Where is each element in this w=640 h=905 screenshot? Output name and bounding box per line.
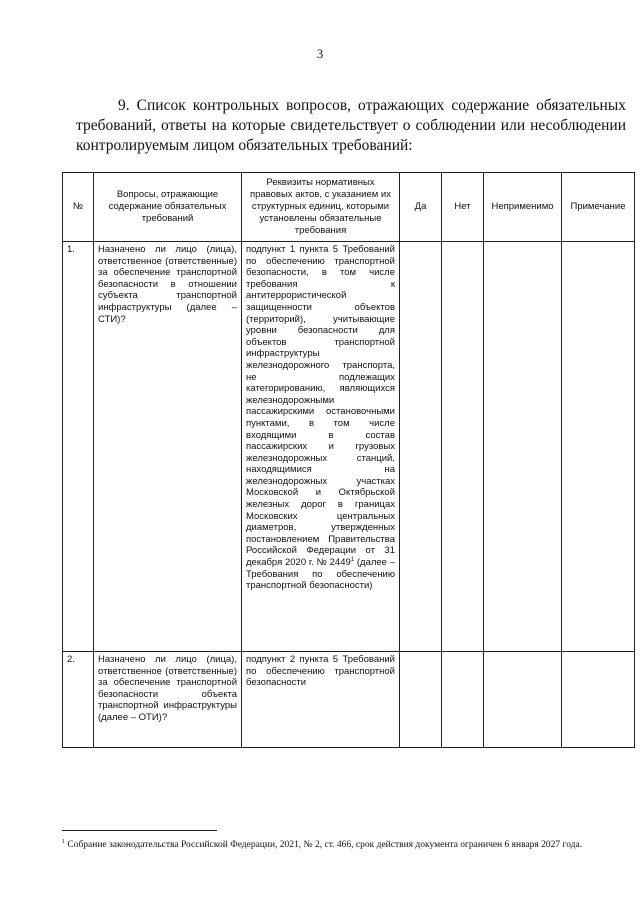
note-cell[interactable] xyxy=(562,652,635,748)
row-question: Назначено ли лицо (лица), ответственное (ответственные) за обеспечение транспортной безопасности объекта транспортной инфраструктуры (далее – ОТИ)? xyxy=(94,652,242,748)
header-not-applicable: Неприменимо xyxy=(484,173,562,242)
header-question: Вопросы, отражающие содержание обязательных требований xyxy=(94,173,242,242)
table-row xyxy=(63,652,635,748)
header-note: Примечание xyxy=(562,173,635,242)
answer-not-applicable-cell[interactable] xyxy=(484,242,562,652)
row-num: 2. xyxy=(63,652,94,748)
footnote-divider xyxy=(62,830,217,831)
footnote-text: Собрание законодательства Российской Федерации, 2021, № 2, ст. 466, срок действия документа ограничен 6 января 2027 года. xyxy=(65,840,583,851)
footnote-mark: 1 xyxy=(62,839,65,845)
answer-no-cell[interactable] xyxy=(442,652,484,748)
requisite-text-continued: (далее – Требования по обеспечению транспортной безопасности) xyxy=(246,557,395,592)
row-requisite xyxy=(242,242,400,652)
section-heading-text: 9. Список контрольных вопросов, отражающих содержание обязательных требований, ответы на которые свидетельствует о соблюдении или несоблюдении контролируемым лицом обязательных требований: xyxy=(76,97,626,154)
header-requisites: Реквизиты нормативных правовых актов, с указанием их структурных единиц, которыми установлены обязательные требования xyxy=(242,173,400,242)
answer-not-applicable-cell[interactable] xyxy=(484,652,562,748)
footnote xyxy=(62,836,618,852)
answer-no-cell[interactable] xyxy=(442,242,484,652)
header-num: № xyxy=(63,173,94,242)
header-no: Нет xyxy=(442,173,484,242)
answer-yes-cell[interactable] xyxy=(400,652,442,748)
row-question: Назначено ли лицо (лица), ответственное (ответственные) за обеспечение транспортной безопасности в отношении субъекта транспортной инфраструктуры (далее – СТИ)? xyxy=(94,242,242,652)
page-number: 3 xyxy=(316,46,324,61)
table-header-row xyxy=(63,173,635,242)
footnote-reference: 1 xyxy=(350,556,355,563)
row-num: 1. xyxy=(63,242,94,652)
section-heading xyxy=(76,96,626,156)
note-cell[interactable] xyxy=(562,242,635,652)
row-requisite: подпункт 2 пункта 5 Требований по обеспечению транспортной безопасности xyxy=(242,652,400,748)
checklist-table xyxy=(62,172,635,748)
answer-yes-cell[interactable] xyxy=(400,242,442,652)
table-row xyxy=(63,242,635,652)
header-yes: Да xyxy=(400,173,442,242)
requisite-text: подпункт 1 пункта 5 Требований по обеспечению транспортной безопасности, в том числе требования к антитеррористической защищенности объектов (территорий), учитывающие уровни безопасности для объектов транспортной инфраструктуры железнодорожного транспорта, не подлежащих категорированию, являющихся железнодорожными пассажирскими остановочными пунктами, в том числе входящими в состав пассажирских и грузовых железнодорожных станций, находящимися на железнодорожных участках Московской и Октябрьской железных дорог в границах Московских центральных диаметров, утвержденных постановлением Правительства Российской Федерации от 31 декабря 2020 г. № 2449 xyxy=(246,244,395,569)
